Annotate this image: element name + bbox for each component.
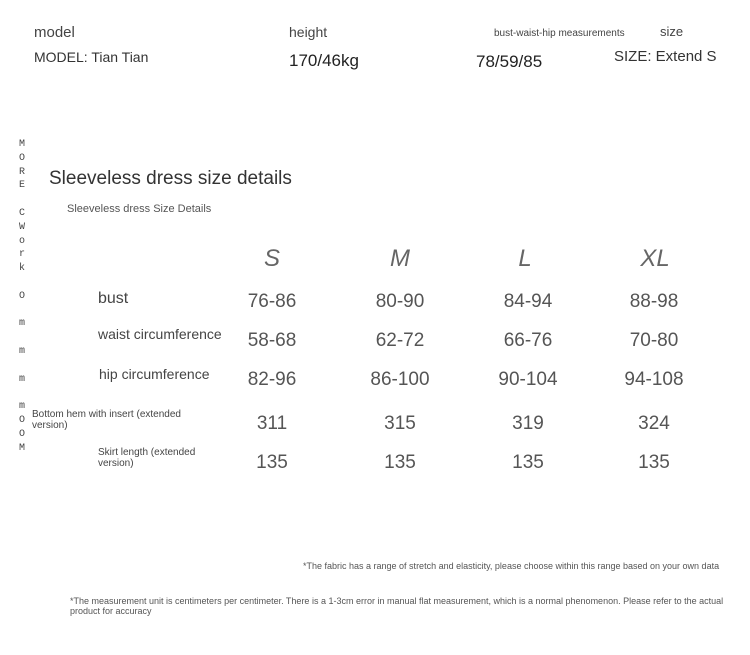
side-char: O	[18, 152, 25, 164]
cell-bust-l: 84-94	[503, 291, 553, 312]
side-char	[14, 331, 30, 345]
cell-waist-s: 58-68	[247, 330, 297, 351]
cell-waist-xl: 70-80	[629, 330, 679, 351]
measurements-label: bust-waist-hip measurements	[494, 28, 625, 39]
cell-hip-m: 86-100	[370, 369, 430, 390]
side-char: M	[18, 442, 25, 454]
side-char: R	[18, 166, 25, 178]
size-header-l: L	[518, 245, 532, 272]
size-value: SIZE: Extend S	[614, 48, 717, 65]
model-label: model	[34, 24, 75, 41]
side-vertical-text	[14, 138, 30, 455]
measurements-value: 78/59/85	[476, 52, 543, 71]
cell-skirt-xl: 135	[638, 452, 670, 473]
row-label-skirt-length: Skirt length (extended version)	[98, 447, 196, 469]
cell-skirt-l: 135	[512, 452, 544, 473]
row-label-hip: hip circumference	[99, 366, 210, 382]
side-char: m	[18, 318, 25, 330]
side-char: E	[18, 180, 25, 192]
cell-hem-s: 311	[256, 413, 288, 434]
row-label-waist: waist circumference	[98, 326, 222, 342]
side-char	[14, 386, 30, 400]
side-char: r	[18, 249, 25, 261]
cell-hem-xl: 324	[638, 413, 670, 434]
page-subtitle: Sleeveless dress Size Details	[67, 203, 212, 215]
size-header-m: M	[390, 245, 410, 272]
side-char: C	[18, 207, 25, 219]
cell-hem-l: 319	[512, 413, 544, 434]
cell-waist-m: 62-72	[375, 330, 425, 351]
side-char	[14, 359, 30, 373]
side-char: M	[18, 139, 25, 150]
measurement-note: *The measurement unit is centimeters per centimeter. There is a 1-3cm error in manual flat measurement, which is a normal phenomenon. Please refer to the actual product for accuracy	[70, 596, 724, 616]
side-char: m	[18, 373, 25, 385]
side-char	[14, 276, 30, 290]
row-label-bust: bust	[98, 290, 129, 307]
model-value: MODEL: Tian Tian	[34, 49, 149, 65]
size-header-s: S	[263, 245, 280, 272]
size-header-xl: XL	[640, 245, 670, 272]
side-char	[14, 304, 30, 318]
height-value: 170/46kg	[289, 51, 359, 70]
side-char: O	[18, 414, 25, 426]
cell-skirt-s: 135	[256, 452, 288, 473]
side-char: k	[18, 263, 25, 275]
cell-bust-xl: 88-98	[629, 291, 679, 312]
size-label: size	[660, 24, 684, 39]
side-char: W	[18, 221, 25, 233]
side-char: o	[18, 235, 25, 247]
cell-hem-m: 315	[384, 413, 416, 434]
cell-bust-s: 76-86	[247, 291, 297, 312]
side-char: O	[18, 290, 25, 302]
height-label: height	[289, 24, 328, 40]
cell-skirt-m: 135	[384, 452, 416, 473]
cell-hip-s: 82-96	[247, 369, 297, 390]
cell-waist-l: 66-76	[503, 330, 553, 351]
row-label-bottom-hem: Bottom hem with insert (extended version)	[32, 409, 181, 431]
side-char: O	[18, 428, 25, 440]
side-char: m	[18, 401, 25, 413]
side-char: m	[18, 345, 25, 357]
cell-bust-m: 80-90	[375, 291, 425, 312]
side-char	[14, 193, 30, 207]
page-title: Sleeveless dress size details	[49, 168, 292, 189]
stretch-note: *The fabric has a range of stretch and elasticity, please choose within this range based on your own data	[303, 561, 720, 571]
cell-hip-l: 90-104	[498, 369, 558, 390]
cell-hip-xl: 94-108	[624, 369, 684, 390]
